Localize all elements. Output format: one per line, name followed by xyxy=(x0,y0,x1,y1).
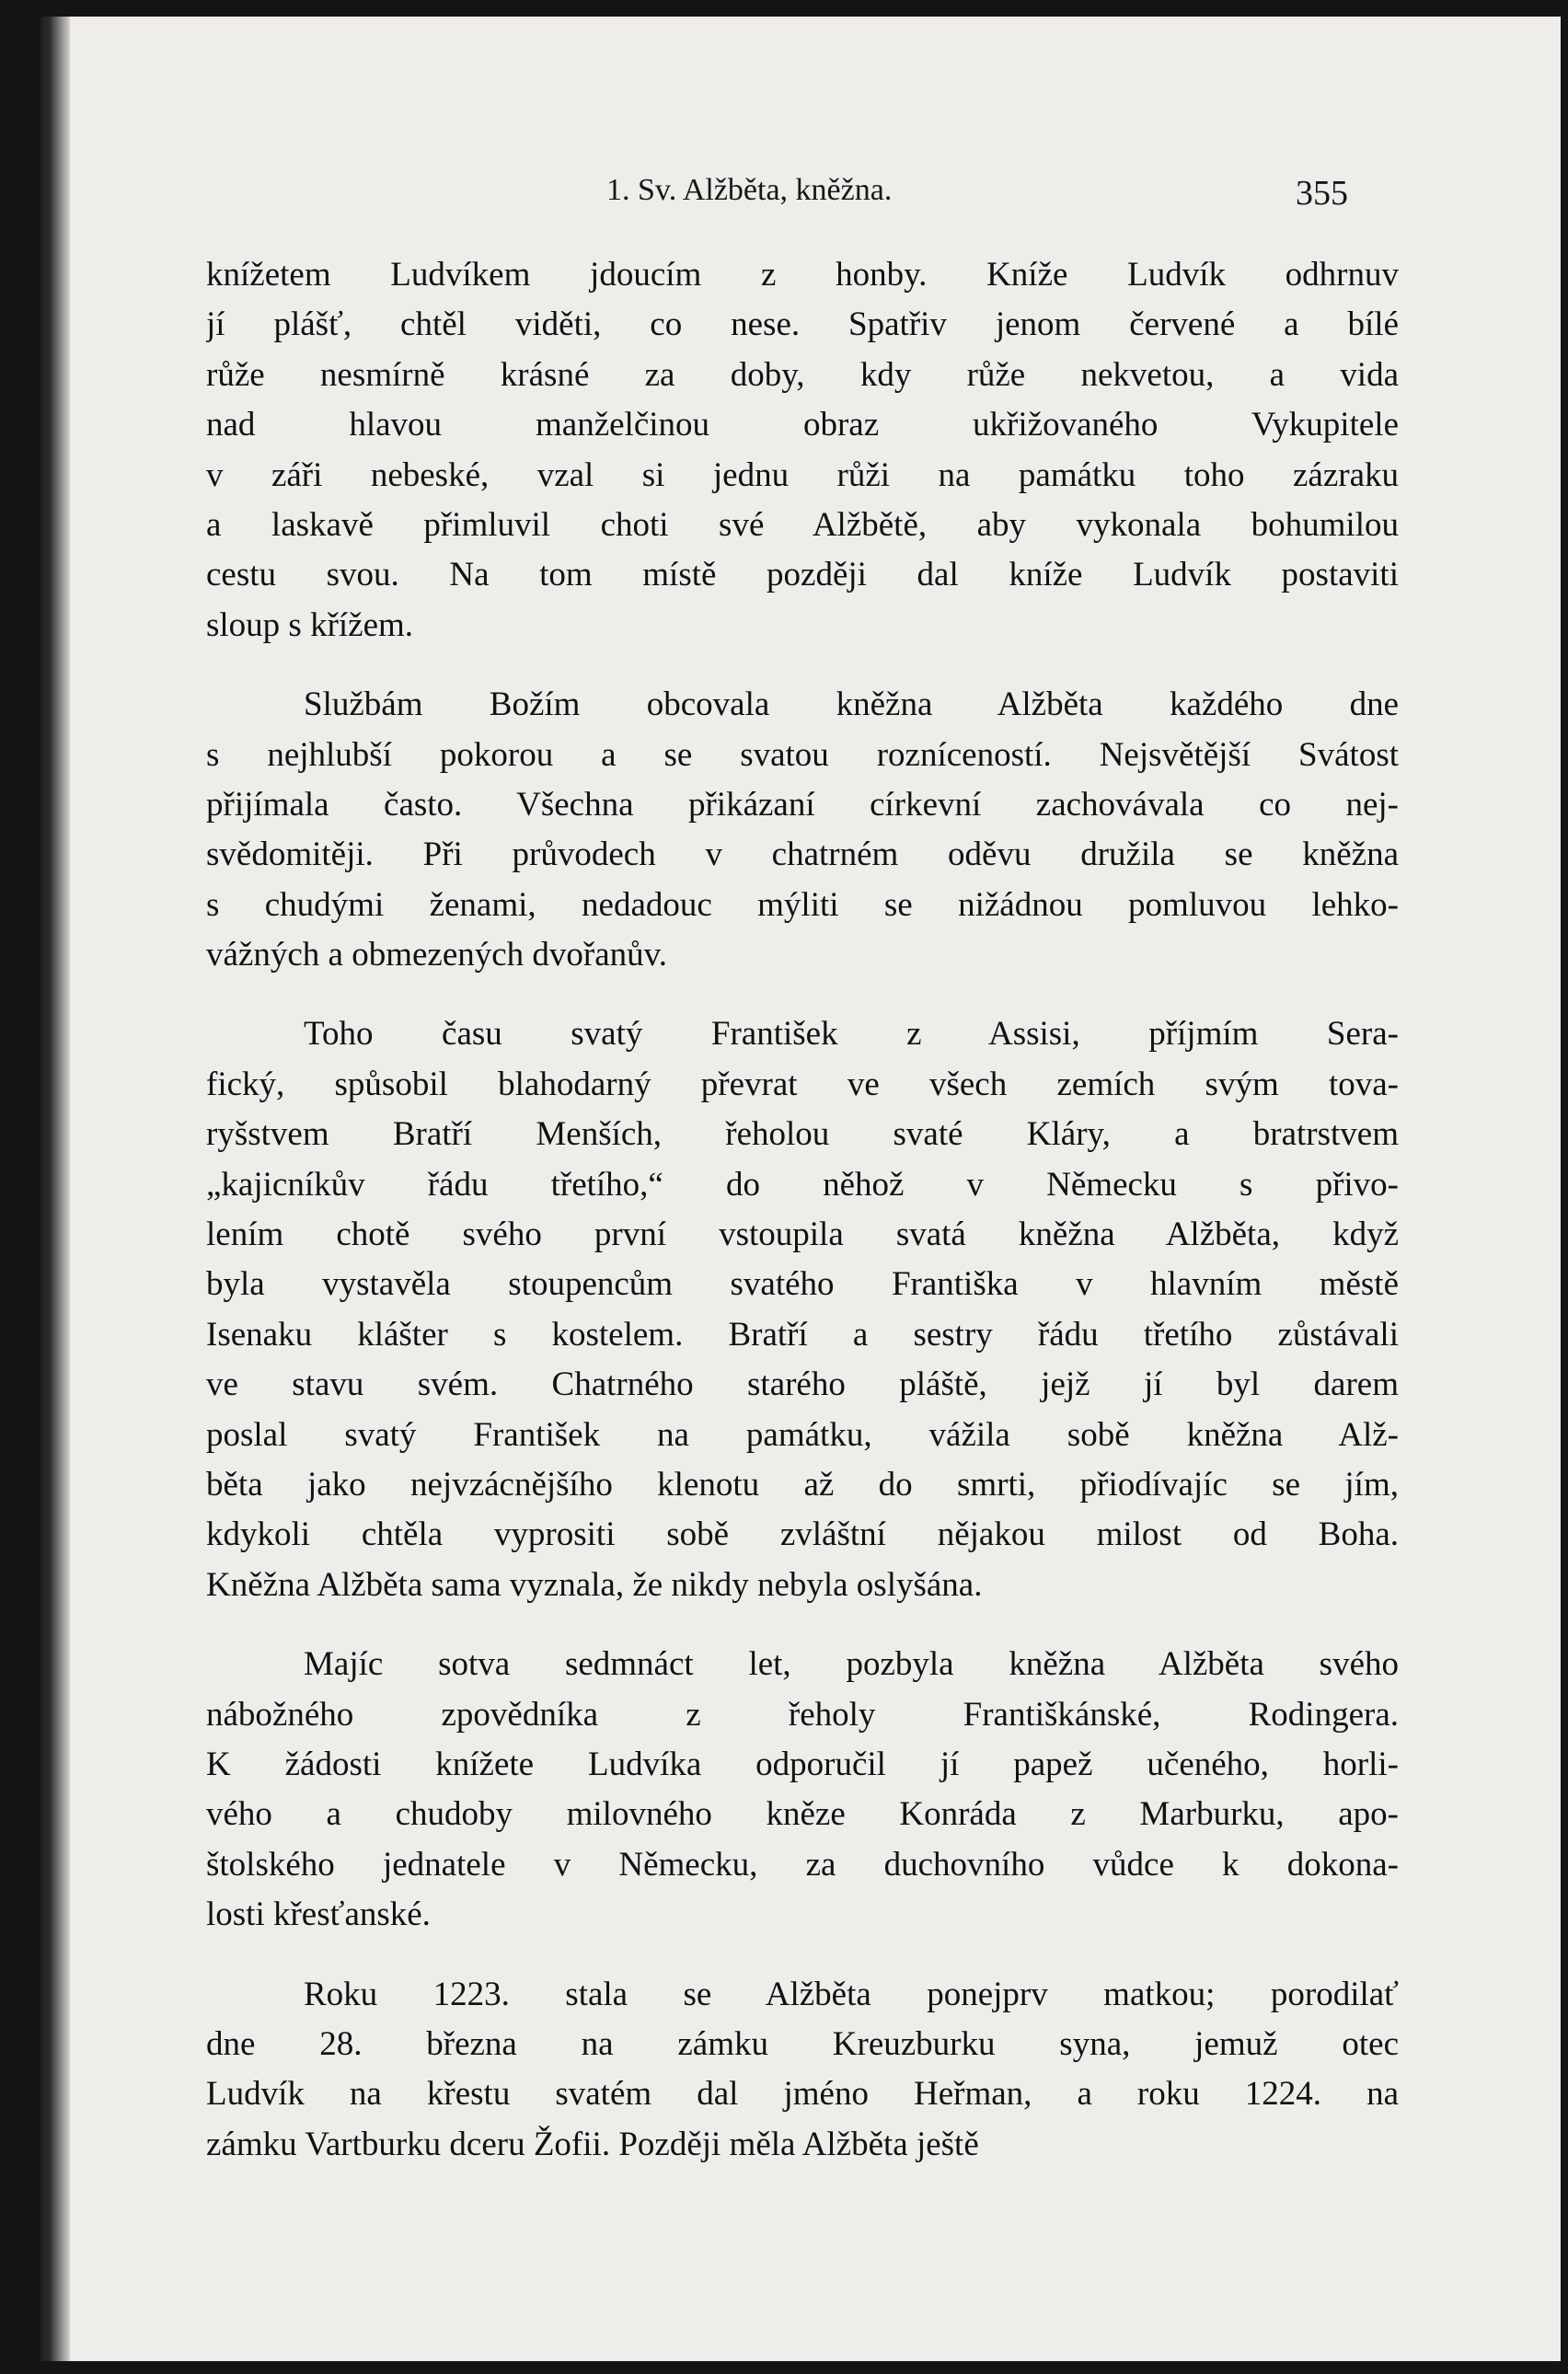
text-line: vého a chudoby milovného kněze Konráda z Marburku, apo- xyxy=(206,1795,1399,1834)
text-line: jí plášť, chtěl viděti, co nese. Spatřiv jenom červené a bílé xyxy=(206,305,1399,344)
paragraph xyxy=(206,680,1399,980)
text-line: cestu svou. Na tom místě později dal kníže Ludvík postaviti xyxy=(206,556,1399,594)
text-line: Majíc sotva sedmnáct let, pozbyla kněžna Alžběta svého xyxy=(304,1645,1399,1684)
text-body xyxy=(206,250,1399,2199)
text-line: poslal svatý František na památku, vážila sobě kněžna Alž- xyxy=(206,1415,1399,1454)
text-line: fický, spůsobil blahodarný převrat ve všech zemích svým tova- xyxy=(206,1065,1399,1103)
paragraph xyxy=(206,1970,1399,2171)
text-line: Službám Božím obcovala kněžna Alžběta každého dne xyxy=(304,686,1399,724)
text-line: ryšstvem Bratří Menších, řeholou svaté Kláry, a bratrstvem xyxy=(206,1115,1399,1154)
running-header xyxy=(40,173,1561,219)
text-line: knížetem Ludvíkem jdoucím z honby. Kníže Ludvík odhrnuv xyxy=(206,256,1399,294)
text-line: a laskavě přimluvil choti své Alžbětě, aby vykonala bohumilou xyxy=(206,505,1399,544)
text-line: svědomitěji. Při průvodech v chatrném oděvu družila se kněžna xyxy=(206,836,1399,874)
text-line: Toho času svatý František z Assisi, příjmím Sera- xyxy=(304,1015,1399,1054)
text-line: dne 28. března na zámku Kreuzburku syna, jemuž otec xyxy=(206,2024,1399,2063)
text-line: nábožného zpovědníka z řeholy Františkánské, Rodingera. xyxy=(206,1695,1399,1734)
text-line: vážných a obmezených dvořanův. xyxy=(206,936,667,974)
page-number: 355 xyxy=(1296,174,1348,213)
text-line: nad hlavou manželčinou obraz ukřižovaného Vykupitele xyxy=(206,406,1399,444)
text-line: s nejhlubší pokorou a se svatou rozníceností. Nejsvětější Svátost xyxy=(206,735,1399,774)
text-line: sloup s křížem. xyxy=(206,605,414,644)
text-line: Isenaku klášter s kostelem. Bratří a sestry řádu třetího zůstávali xyxy=(206,1315,1399,1354)
text-line: „kajicníkův řádu třetího,“ do něhož v Německu s přivo- xyxy=(206,1165,1399,1204)
text-line: v záři nebeské, vzal si jednu růži na památku toho zázraku xyxy=(206,455,1399,494)
book-page xyxy=(40,17,1561,2361)
text-line: přijímala často. Všechna přikázaní církevní zachovávala co nej- xyxy=(206,785,1399,824)
text-line: lením chotě svého první vstoupila svatá kněžna Alžběta, když xyxy=(206,1216,1399,1254)
running-title: 1. Sv. Alžběta, kněžna. xyxy=(606,173,893,207)
paragraph xyxy=(206,250,1399,651)
text-line: ve stavu svém. Chatrného starého pláště, jejž jí byl darem xyxy=(206,1366,1399,1404)
text-line: kdykoli chtěla vyprositi sobě zvláštní nějakou milost od Boha. xyxy=(206,1515,1399,1554)
text-line: byla vystavěla stoupencům svatého Františka v hlavním městě xyxy=(206,1265,1399,1304)
text-line: Kněžna Alžběta sama vyznala, že nikdy nebyla oslyšána. xyxy=(206,1565,983,1604)
text-line: zámku Vartburku dceru Žofii. Později měla Alžběta ještě xyxy=(206,2125,979,2163)
text-line: běta jako nejvzácnějšího klenotu až do smrti, přiodívajíc se jím, xyxy=(206,1465,1399,1504)
paragraph xyxy=(206,1640,1399,1940)
text-line: růže nesmírně krásné za doby, kdy růže nekvetou, a vida xyxy=(206,355,1399,394)
text-line: s chudými ženami, nedadouc mýliti se nižádnou pomluvou lehko- xyxy=(206,885,1399,924)
text-line: Ludvík na křestu svatém dal jméno Heřman, a roku 1224. na xyxy=(206,2075,1399,2114)
text-line: štolského jednatele v Německu, za duchovního vůdce k dokona- xyxy=(206,1845,1399,1884)
book-binding-shadow xyxy=(40,17,70,2361)
text-line: K žádosti knížete Ludvíka odporučil jí papež učeného, horli- xyxy=(206,1745,1399,1783)
paragraph xyxy=(206,1009,1399,1610)
text-line: Roku 1223. stala se Alžběta ponejprv matkou; porodilať xyxy=(304,1975,1399,2013)
text-line: losti křesťanské. xyxy=(206,1896,431,1934)
